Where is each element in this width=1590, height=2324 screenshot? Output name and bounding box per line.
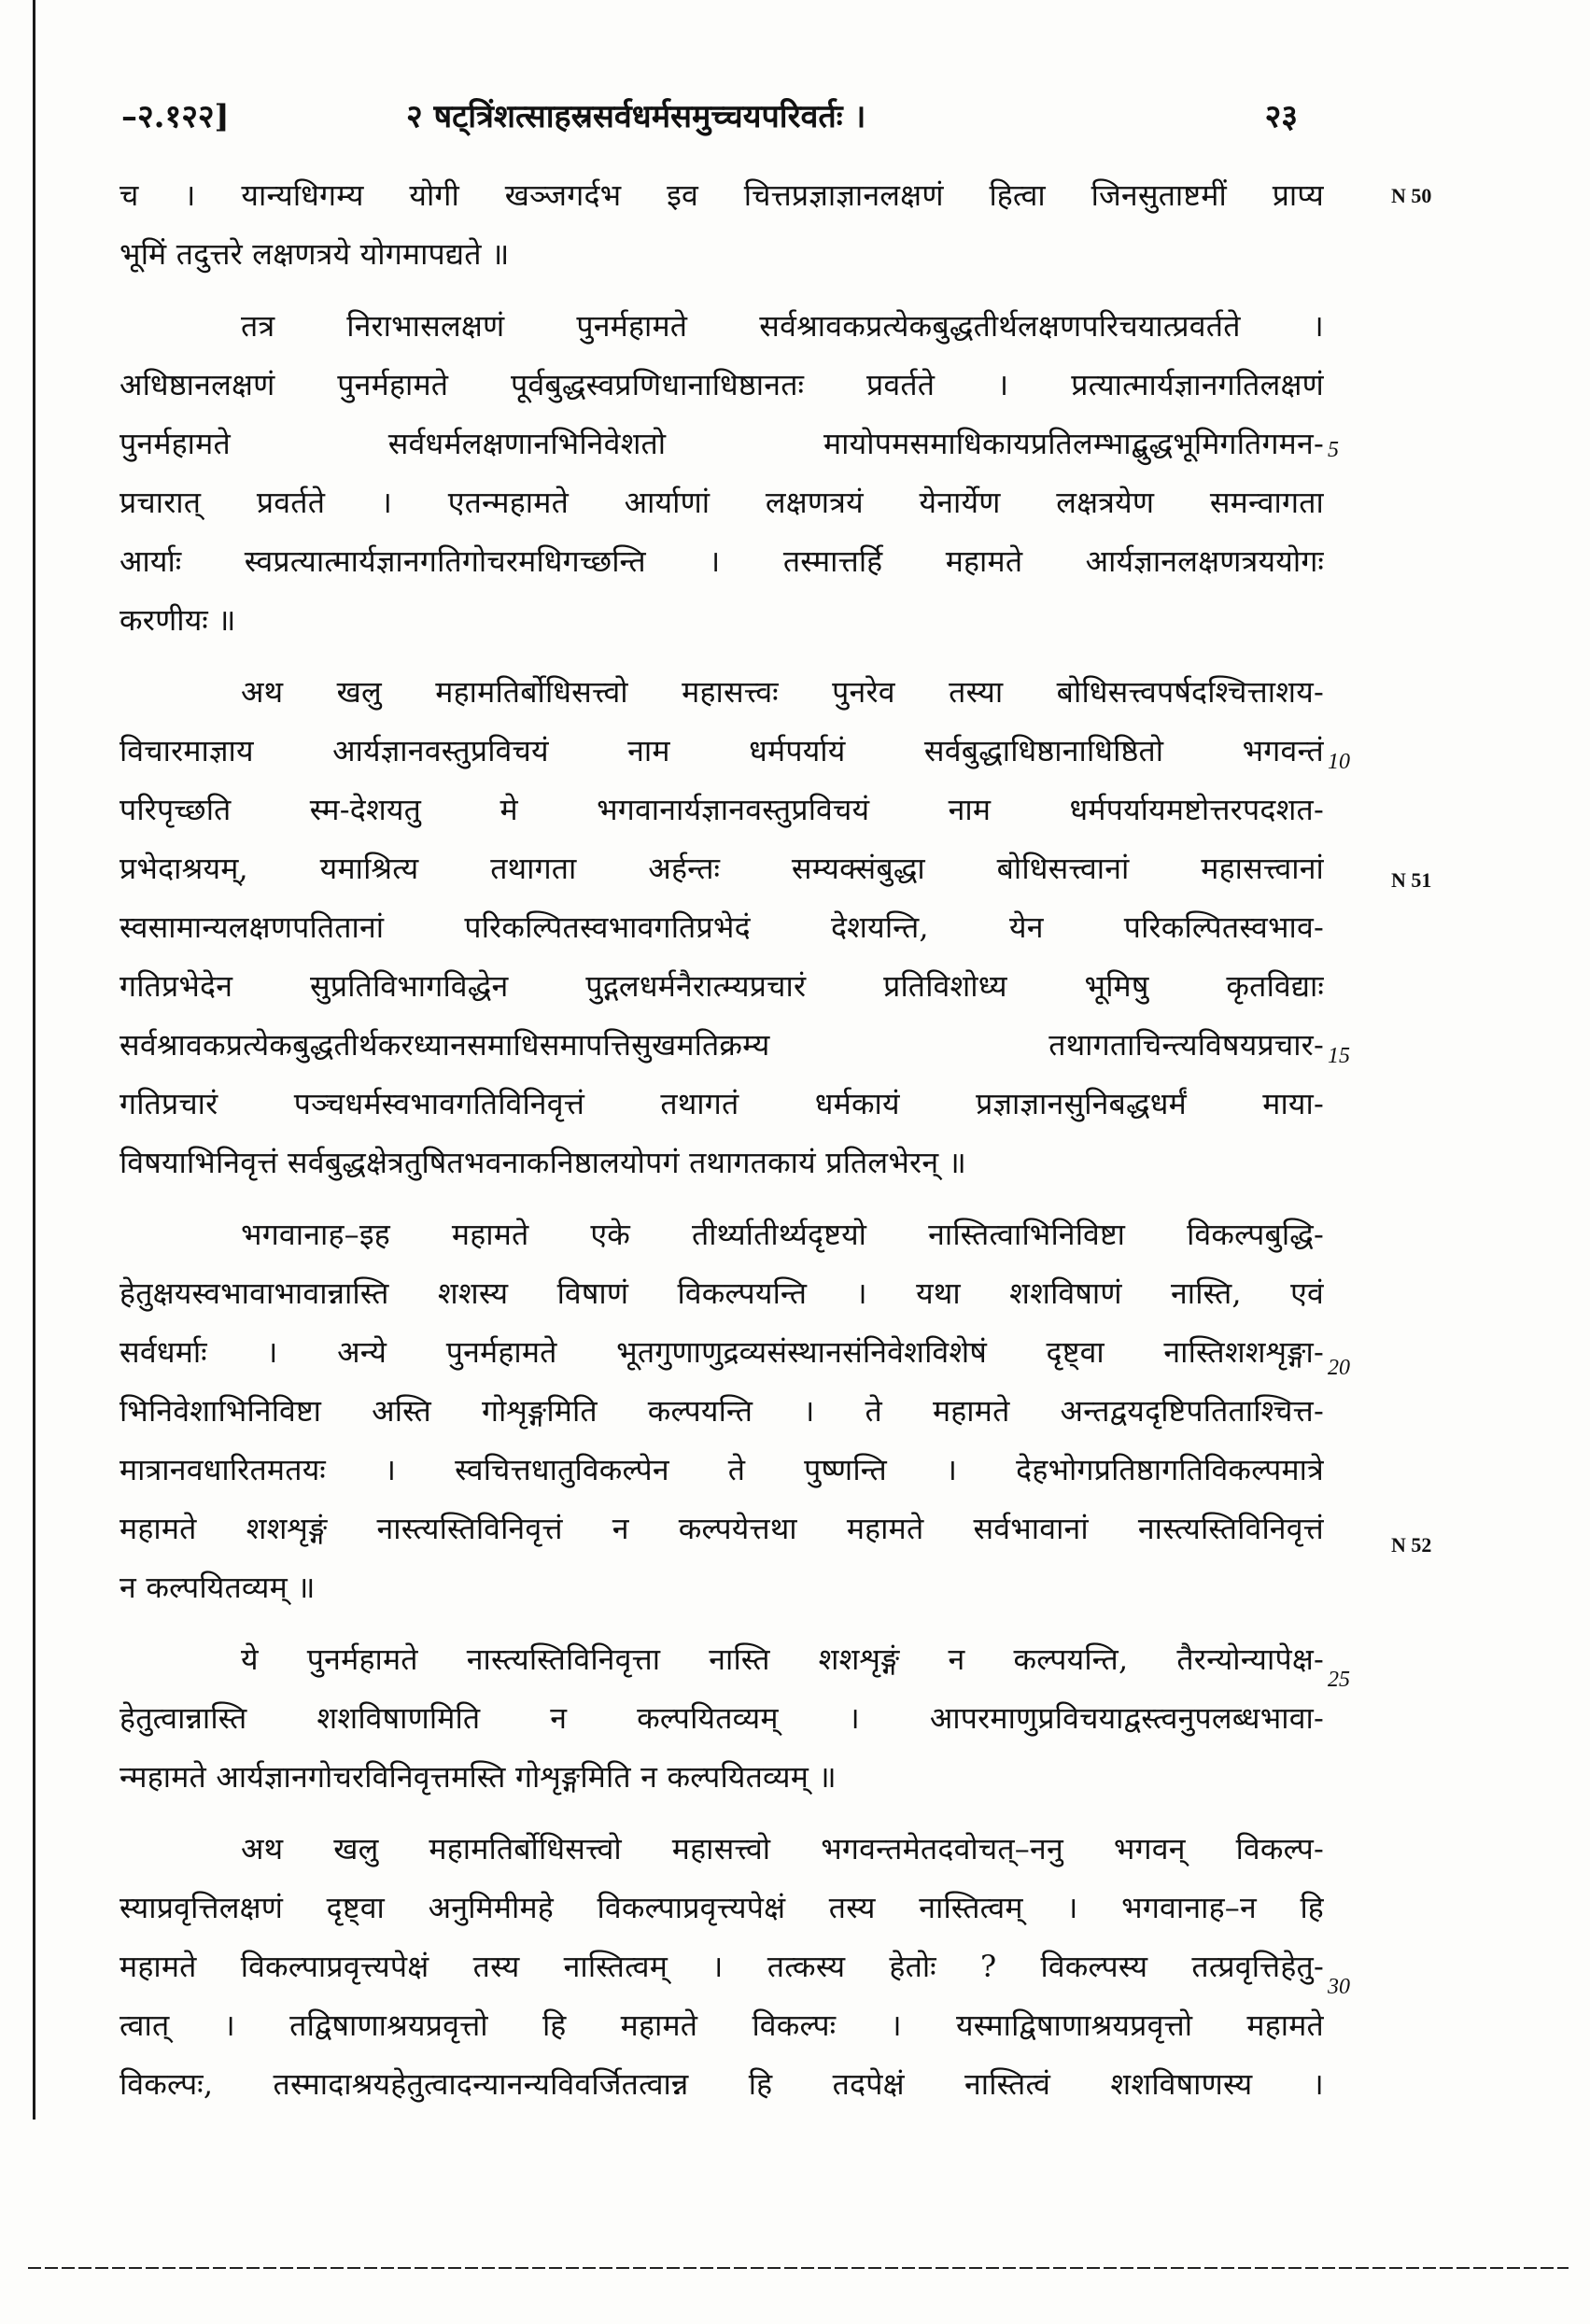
line-number: 15 [1328,1044,1350,1068]
page-number: २३ [1264,98,1298,135]
binding-edge [33,0,35,2120]
running-header [112,93,1298,149]
text-line: विचारमाज्ञाय आर्यज्ञानवस्तुप्रविचयं नाम धर्मपर्यायं सर्वबुद्धाधिष्ठानाधिष्ठितो भगवन्तं [120,733,1324,768]
text-line: परिपृच्छति स्म-देशयतु मे भगवानार्यज्ञानवस्तुप्रविचयं नाम धर्मपर्यायमष्टोत्तरपदशत- [120,792,1324,827]
text-line: न्महामते आर्यज्ञानगोचरविनिवृत्तमस्ति गोशृङ्गमिति न कल्पयितव्यम् ॥ [120,1759,837,1795]
text-line: त्वात् । तद्विषाणाश्रयप्रवृत्तो हि महामते विकल्पः । यस्माद्विषाणाश्रयप्रवृत्तो महामते [120,2007,1324,2043]
text-line: आर्याः स्वप्रत्यात्मार्यज्ञानगतिगोचरमधिगच्छन्ति । तस्मात्तर्हि महामते आर्यज्ञानलक्षणत्रययोगः [120,543,1324,579]
text-line: अधिष्ठानलक्षणं पुनर्महामते पूर्वबुद्धस्वप्रणिधानाधिष्ठानतः प्रवर्तते । प्रत्यात्मार्यज्ञानगतिलक्षणं [120,367,1324,402]
text-line: करणीयः ॥ [120,602,236,638]
chapter-title: २ षट्त्रिंशत्साहस्रसर्वधर्मसमुच्चयपरिवर्तः । [406,98,866,135]
bottom-rule [28,2267,1569,2269]
text-line: विकल्पः, तस्मादाश्रयहेतुत्वादन्यानन्यविवर्जितत्वान्न हि तदपेक्षं नास्तित्वं शशविषाणस्य । [120,2066,1324,2102]
text-line: स्याप्रवृत्तिलक्षणं दृष्ट्वा अनुमिमीमहे विकल्पाप्रवृत्त्यपेक्षं तस्य नास्तित्वम् । भगवानाह–न हि [120,1890,1324,1925]
line-number: 25 [1328,1668,1350,1692]
text-line: महामते विकल्पाप्रवृत्त्यपेक्षं तस्य नास्तित्वम् । तत्कस्य हेतोः ? विकल्पस्य तत्प्रवृत्तिहेतु- [120,1949,1324,1984]
text-line: अथ खलु महामतिर्बोधिसत्त्वो महासत्त्वो भगवन्तमेतदवोचत्–ननु भगवन् विकल्प- [241,1831,1324,1866]
text-line: भूमिं तदुत्तरे लक्षणत्रये योगमापद्यते ॥ [120,236,510,272]
line-number: 5 [1328,438,1339,462]
text-line: महामते शशशृङ्गं नास्त्यस्तिविनिवृत्तं न कल्पयेत्तथा महामते सर्वभावानां नास्त्यस्तिविनिवृत्तं [120,1511,1324,1546]
text-line: विषयाभिनिवृत्तं सर्वबुद्धक्षेत्रतुषितभवनाकनिष्ठालयोपगं तथागतकायं प्रतिलभेरन् ॥ [120,1145,967,1180]
text-line: अथ खलु महामतिर्बोधिसत्त्वो महासत्त्वः पुनरेव तस्या बोधिसत्त्वपर्षदश्चित्ताशय- [241,674,1324,710]
text-line: सर्वधर्माः । अन्ये पुनर्महामते भूतगुणाणुद्रव्यसंस्थानसंनिवेशविशेषं दृष्ट्वा नास्तिशशशृङ्गा- [120,1334,1324,1370]
text-line: सर्वश्रावकप्रत्येकबुद्धतीर्थकरध्यानसमाधिसमापत्तिसुखमतिक्रम्य तथागताचिन्त्यविषयप्रचार- [120,1027,1324,1063]
text-line: तत्र निराभासलक्षणं पुनर्महामते सर्वश्रावकप्रत्येकबुद्धतीर्थलक्षणपरिचयात्प्रवर्तते । [241,308,1324,344]
text-line: भगवानाह–इह महामते एके तीर्थ्यातीर्थ्यदृष्टयो नास्तित्वाभिनिविष्टा विकल्पबुद्धि- [241,1217,1324,1252]
text-line: न कल्पयितव्यम् ॥ [120,1570,316,1605]
text-line: मात्रानवधारितमतयः । स्वचित्तधातुविकल्पेन ते पुष्णन्ति । देहभोगप्रतिष्ठागतिविकल्पमात्रे [120,1452,1324,1487]
margin-note: N 52 [1391,1533,1432,1556]
margin-note: N 51 [1391,868,1432,892]
line-number: 30 [1328,1975,1350,1999]
text-line: गतिप्रभेदेन सुप्रतिविभागविद्धेन पुद्गलधर्मनैरात्म्यप्रचारं प्रतिविशोध्य भूमिषु कृतविद्याः [120,968,1324,1004]
text-body [120,166,1324,2114]
section-reference: –२.१२२] [121,98,230,135]
text-line: स्वसामान्यलक्षणपतितानां परिकल्पितस्वभावगतिप्रभेदं देशयन्ति, येन परिकल्पितस्वभाव- [120,909,1324,945]
text-line: हेतुत्वान्नास्ति शशविषाणमिति न कल्पयितव्यम् । आपरमाणुप्रविचयाद्वस्त्वनुपलब्धभावा- [120,1700,1324,1736]
line-number: 10 [1328,750,1350,774]
text-line: ये पुनर्महामते नास्त्यस्तिविनिवृत्ता नास्ति शशशृङ्गं न कल्पयन्ति, तैरन्योन्यापेक्ष- [241,1641,1324,1677]
text-line: हेतुक्षयस्वभावाभावान्नास्ति शशस्य विषाणं विकल्पयन्ति । यथा शशविषाणं नास्ति, एवं [120,1275,1324,1311]
text-line: भिनिवेशाभिनिविष्टा अस्ति गोशृङ्गमिति कल्पयन्ति । ते महामते अन्तद्वयदृष्टिपतिताश्चित्त- [120,1393,1324,1429]
text-line: पुनर्महामते सर्वधर्मलक्षणानभिनिवेशतो मायोपमसमाधिकायप्रतिलम्भाद्बुद्धभूमिगतिगमन- [120,426,1324,461]
margin-note: N 50 [1391,184,1432,207]
text-line: प्रचारात् प्रवर्तते । एतन्महामते आर्याणां लक्षणत्रयं येनार्येण लक्षत्रयेण समन्वागता [120,485,1324,520]
text-line: च । यान्यधिगम्य योगी खञ्जगर्दभ इव चित्तप्रज्ञाज्ञानलक्षणं हित्वा जिनसुताष्टमीं प्राप्य [120,177,1324,213]
line-number: 20 [1328,1356,1350,1380]
text-line: गतिप्रचारं पञ्चधर्मस्वभावगतिविनिवृत्तं तथागतं धर्मकायं प्रज्ञाज्ञानसुनिबद्धधर्मं माया- [120,1086,1324,1121]
text-line: प्रभेदाश्रयम्, यमाश्रित्य तथागता अर्हन्तः सम्यक्संबुद्धा बोधिसत्त्वानां महासत्त्वानां [120,851,1324,886]
